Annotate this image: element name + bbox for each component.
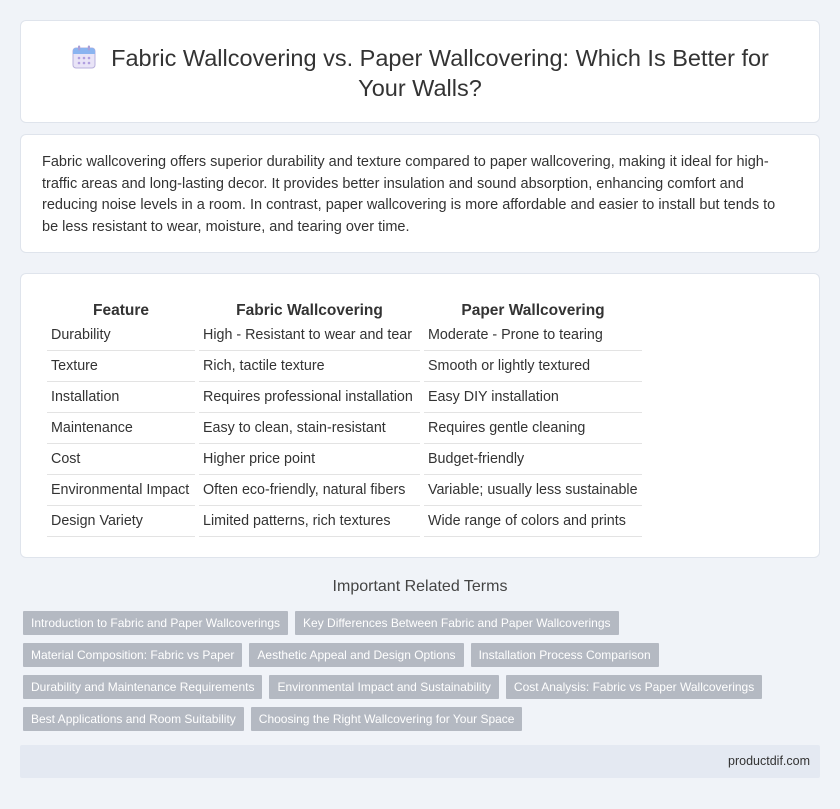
table-cell-fabric: Rich, tactile texture	[199, 351, 420, 382]
page-title: Fabric Wallcovering vs. Paper Wallcovering: Which Is Better for Your Walls?	[111, 45, 769, 101]
table-row	[47, 506, 642, 537]
footer	[20, 745, 820, 778]
table-row	[47, 351, 642, 382]
related-term-link[interactable]: Aesthetic Appeal and Design Options	[249, 643, 463, 667]
table-cell-paper: Wide range of colors and prints	[424, 506, 642, 537]
table-cell-feature: Cost	[47, 444, 195, 475]
calendar-icon	[71, 44, 97, 70]
table-cell-paper: Smooth or lightly textured	[424, 351, 642, 382]
column-header-fabric: Fabric Wallcovering	[236, 302, 383, 319]
related-term-link[interactable]: Durability and Maintenance Requirements	[23, 675, 262, 699]
tag-row	[23, 707, 803, 731]
table-cell-feature: Environmental Impact	[47, 475, 195, 506]
comparison-table-card	[20, 273, 820, 558]
related-term-link[interactable]: Choosing the Right Wallcovering for Your Space	[251, 707, 523, 731]
page-title-container	[61, 43, 779, 103]
table-header-row	[47, 295, 642, 320]
table-cell-paper: Variable; usually less sustainable	[424, 475, 642, 506]
table-cell-fabric: Higher price point	[199, 444, 420, 475]
table-cell-fabric: Limited patterns, rich textures	[199, 506, 420, 537]
table-cell-feature: Maintenance	[47, 413, 195, 444]
table-cell-feature: Texture	[47, 351, 195, 382]
related-term-link[interactable]: Material Composition: Fabric vs Paper	[23, 643, 242, 667]
summary-text: Fabric wallcovering offers superior durability and texture compared to paper wallcovering, making it ideal for high-traffic areas and long-lasting decor. It provides better insulation and sound absorption, enhancing comfort and reducing noise levels in a room. In contrast, paper wallcovering is more affordable and easier to install but tends to be less resistant to wear, moisture, and tearing over time.	[42, 154, 776, 235]
tag-row	[23, 643, 803, 667]
table-cell-fabric: Easy to clean, stain-resistant	[199, 413, 420, 444]
footer-site-name: productdif.com	[728, 754, 810, 768]
summary-card	[20, 134, 820, 253]
table-row	[47, 475, 642, 506]
table-cell-feature: Durability	[47, 320, 195, 351]
table-row	[47, 444, 642, 475]
table-cell-paper: Requires gentle cleaning	[424, 413, 642, 444]
related-terms-heading: Important Related Terms	[332, 578, 508, 595]
table-row	[47, 382, 642, 413]
related-term-link[interactable]: Introduction to Fabric and Paper Wallcoverings	[23, 611, 288, 635]
tag-row	[23, 611, 803, 635]
related-term-link[interactable]: Key Differences Between Fabric and Paper Wallcoverings	[295, 611, 618, 635]
tag-row	[23, 675, 803, 699]
header-card	[20, 20, 820, 123]
table-cell-fabric: Requires professional installation	[199, 382, 420, 413]
related-term-link[interactable]: Installation Process Comparison	[471, 643, 659, 667]
table-cell-fabric: High - Resistant to wear and tear	[199, 320, 420, 351]
table-cell-paper: Budget-friendly	[424, 444, 642, 475]
table-row	[47, 413, 642, 444]
table-cell-fabric: Often eco-friendly, natural fibers	[199, 475, 420, 506]
related-term-link[interactable]: Cost Analysis: Fabric vs Paper Wallcoverings	[506, 675, 762, 699]
table-cell-feature: Installation	[47, 382, 195, 413]
related-terms-list	[23, 611, 803, 739]
column-header-paper: Paper Wallcovering	[461, 302, 605, 319]
related-term-link[interactable]: Environmental Impact and Sustainability	[269, 675, 498, 699]
table-row	[47, 320, 642, 351]
table-cell-paper: Moderate - Prone to tearing	[424, 320, 642, 351]
column-header-feature: Feature	[93, 302, 149, 319]
table-cell-paper: Easy DIY installation	[424, 382, 642, 413]
related-term-link[interactable]: Best Applications and Room Suitability	[23, 707, 244, 731]
table-cell-feature: Design Variety	[47, 506, 195, 537]
comparison-table	[43, 295, 646, 537]
